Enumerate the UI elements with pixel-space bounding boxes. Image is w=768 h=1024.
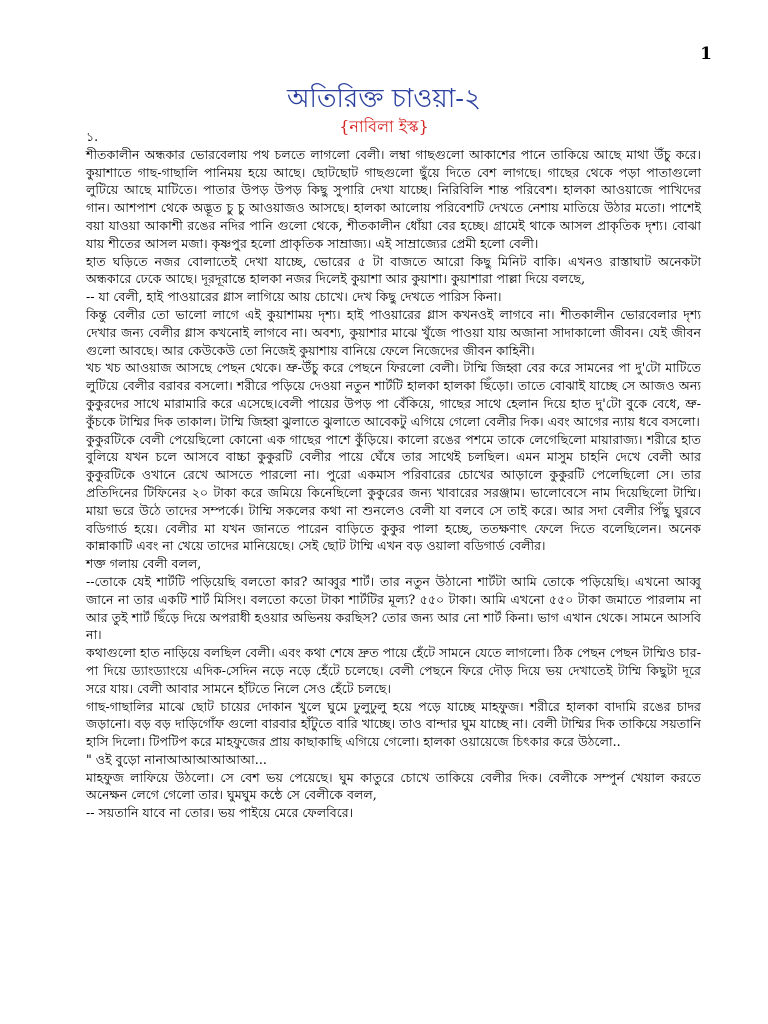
paragraph: শীতকালীন অন্ধকার ভোরবেলায় পথ চলতে লাগলো বেলী। লম্বা গাছগুলো আকাশের পানে তাকিয়ে আছে মাথা উঁচু করে। কুয়াশাতে গাছ-গাছালি পানিময় হয়ে আছে। ছোটছোট গাছগুলো ছুঁয়ে দিতে বেশ লাগছে। গাছের থেকে পড়া পাতাগুলো লুটিয়ে আছে মাটিতে। পাতার উপড় উপড় কিছু সুপারি দেখা যাচ্ছে। নিরিবিলি শান্ত পরিবেশ। হালকা আওয়াজে পাখিদের গান। আশপাশ থেকে অদ্ভূত চু চু আওয়াজও আসছে। হালকা আলোয় পরিবেশটি দেখতে নেশায় মাতিয়ে উঠার মতো। পাশেই বয়া যাওয়া আকাশী রঙের নদির পানি গুলো থেকে, শীতকালীন ধোঁয়া বের হচ্ছে। গ্রামেই থাকে আসল প্রাকৃতিক দৃশ্য। বোঝা যায় শীতের আসল মজা। কৃষ্ণপুর হলো প্রাকৃতিক সাম্রাজ্য। এই সাম্রাজ্যের প্রেমী হলো বেলী। — [86, 146, 701, 251]
paragraph: মাহফুজ লাফিয়ে উঠলো। সে বেশ ভয় পেয়েছে। ঘুম কাতুরে চোখে তাকিয়ে বেলীর দিক। বেলীকে সম্পুর্ন খেয়াল করতে অনেক্ষন লেগে গেলো তার। ঘুমঘুম কন্ঠে সে বেলীকে বলল, — [86, 769, 701, 803]
paragraph: " ওই বুড়ো নানাআআআআআআ... — [86, 751, 267, 767]
paragraph: গাছ-গাছালির মাঝে ছোট চায়ের দোকান খুলে ঘুমে ঢুলুঢুলু হয়ে পড়ে যাচ্ছে মাহফুজ। শরীরে হালকা বাদামি রঙের চাদর জড়ানো। বড় বড় দাড়িগোঁফ গুলো বারবার হাঁটুতে বারি খাচ্ছে। তাও বান্দার ঘুম যাচ্ছে না। বেলী টাম্মির দিক তাকিয়ে সয়তানি হাসি দিলো। টিপটিপ করে মাহফুজের প্রায় কাছাকাছি এগিয়ে গেলো। হালকা ওয়ায়েজে চিৎকার করে উঠলো.. — [86, 698, 701, 750]
page-number: 1 — [700, 44, 712, 64]
paragraph: --তোকে যেই শার্টটি পড়িয়েছি বলতো কার? আব্বুর শার্ট। তার নতুন উঠানো শার্টটা আমি তোকে পড়িয়েছি। এখনো আব্বু জানে না তার একটি শার্ট মিসিং। বলতো কতো টাকা শার্টটির মূল্য? ৫৫০ টাকা। আমি এখনো ৫৫০ টাকা জমাতে পারলাম না আর তুই শার্ট ছিঁড়ে দিয়ে অপরাধী হওয়ার অভিনয় করছিস? তোর জন্য আর নো শার্ট কিনা। ভাগ এখান থেকে। সামনে আসবি না। — [86, 573, 701, 643]
story-title: অতিরিক্ত চাওয়া-২ — [287, 84, 481, 114]
paragraph: -- যা বেলী, হাই পাওয়ারের গ্লাস লাগিয়ে আয় চোখে। দেখ কিছু দেখতে পারিস কিনা। — [86, 289, 502, 305]
paragraph: ১. — [86, 129, 99, 144]
paragraph: হাত ঘড়িতে নজর বোলাতেই দেখা যাচ্ছে, ভোরের ৫ টা বাজতে আরো কিছু মিনিট বাকি। এখনও রাস্তাঘাট অনেকটা অন্ধকারে ঢেকে আছে। দূরদূরান্তে হালকা নজর দিলেই কুয়াশা আর কুয়াশা। কুয়াশারা পাল্লা দিয়ে বলছে, — [86, 253, 701, 287]
paragraph: -- সয়তানি যাবে না তোর। ভয় পাইয়ে মেরে ফেলবিরে। — [86, 805, 354, 821]
paragraph: কথাগুলো হাত নাড়িয়ে বলছিল বেলী। এবং কথা শেষে দ্রুত পায়ে হেঁটে সামনে যেতে লাগলো। ঠিক পেছন পেছন টাম্মিও চার-পা দিয়ে ড্যাংড্যাংয়ে এদিক-সেদিন নড়ে নড়ে হেঁটে চলেছে। বেলী পেছনে ফিরে দৌড় দিয়ে ভয় দেখাতেই টাম্মি কিছুটা দূরে সরে যায়। বেলী আবার সামনে হাঁটতে নিলে সেও হেঁটে চলছে। — [86, 645, 701, 696]
paragraph: শক্ত গলায় বেলী বলল, — [86, 556, 202, 572]
paragraph: খচ খচ আওয়াজ আসছে পেছন থেকে। ভ্রু-উঁচু করে পেছনে ফিরলো বেলী। টাম্মি জিহ্বা বের করে সামনের পা দু'টো মাটিতে লুটিয়ে বেলীর বরাবর বসলো। শরীরে পড়িয়ে দেওয়া নতুন শার্টটি হালকা হালকা ছিঁড়ো। তাতে বোঝাই যাচ্ছে সে আজও অন্য কুকুরদের সাথে মারামারি করে এসেছে।বেলী পায়ের উপড় পা বেঁকিয়ে, গাছের সাথে হেলান দিয়ে হাত দু'টো বুকে বেধে, ভ্রু-কুঁচকে টাম্মির দিক তাকাল। টাম্মি জিহ্বা ঝুলাতে ঝুলাতে আবেকটু এগিয়ে গেলো বেলীর দিক। এবং আগের ন্যায় ধবে বসলো। — [86, 360, 701, 429]
story-body — [86, 128, 701, 822]
author-name: {নাবিলা ইস্ক} — [339, 117, 429, 136]
paragraph: কিন্তু বেলীর তো ভালো লাগে এই কুয়াশাময় দৃশ্য। হাই পাওয়ারের গ্লাস কখনওই লাগবে না। শীতকালীন ভোরবেলার দৃশ্য দেখার জন্য বেলীর গ্লাস কখনোই লাগবে না। অবশ্য, কুয়াশার মাঝে খুঁজে পাওয়া যায় অজানা সাদাকালো জীবন। যেই জীবন গুলো আবছে। আর কেউকেউ তো নিজেই কুয়াশায় বানিয়ে ফেলে নিজেদের জীবন কাহিনী। — [86, 306, 701, 358]
paragraph: কুকুরটিকে বেলী পেয়েছিলো কোনো এক গাছের পাশে কুঁড়িয়ে। কালো রঙের পশমে তাকে লেগেছিলো মায়ারাজ্য। শরীরে হাত বুলিয়ে যখন চলে আসবে বাচ্চা কুকুরটি বেলীর পায়ে ঘেঁষে তার সাথেই চলছিল। এমন মাসুম চাহনি দেখে বেলী আর কুকুরটিকে ওখানে রেখে আসতে পারলো না। পুরো একমাস পরিবারের চোখের আড়ালে কুকুরটি পেলেছিলো সে। তার প্রতিদিনের টিফিনের ২০ টাকা করে জমিয়ে কিনেছিলো কুকুরের জন্য খাবারের সরঞ্জাম। ভালোবেসে নাম দিয়েছিলো টাম্মি। মায়া ভরে উঠে তাদের সম্পর্কে। টাম্মি সকলের কথা না শুনলেও বেলী যা বলবে সে তাই করে। আর সদা বেলীর পিঁছু ঘুরবে বডিগার্ড হয়ে। বেলীর মা যখন জানতে পারেন বাড়িতে কুকুর পালা হচ্ছে, ততক্ষণাৎ ফেলে দিতে বলেছিলেন। অনেক কান্নাকাটি এবং না খেয়ে তাদের মানিয়েছে। সেই ছোট টাম্মি এখন বড় ওয়ালা বডিগার্ড বেলীর। — [86, 431, 701, 554]
